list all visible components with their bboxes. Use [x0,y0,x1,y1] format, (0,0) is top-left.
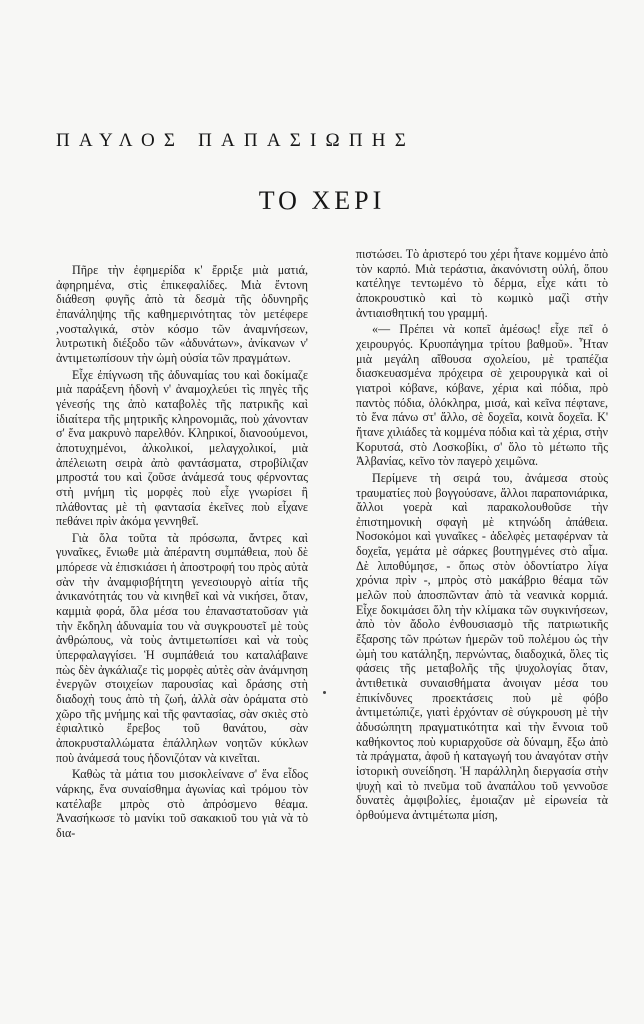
right-column [356,247,608,997]
paragraph: Γιὰ ὅλα τοῦτα τὰ πρόσωπα, ἄντρες καὶ γυναῖκες, ἔνιωθε μιὰ ἀπέραντη συμπάθεια, ποὺ δὲ μπόρεσε νὰ ἐπισκιάσει ἡ ἀποστροφή του πρὸς αὐτὰ σὰν τὴν ἀναμφισβήτητη γενεσιουργὸ αἰτία τῆς ἀνικανότητάς του νὰ κινηθεῖ καὶ νὰ νικήσει, ὅταν, καμμιὰ φορά, ὅλα μέσα του ἐπαναστατοῦσαν γιὰ τὴν ἔκδηλη ἀδυναμία του νὰ συγκρουστεῖ μὲ τοὺς ἀνθρώπους, νὰ τοὺς ἀντιμετωπίσει καὶ νὰ τοὺς ὑπερφαλαγγίσει. Ἡ συμπάθειά του καταλάβαινε πὼς δὲν ἀγκάλιαζε τὶς μορφὲς αὐτὲς σὰν ἀνάμνηση ἐνεργῶν στοιχείων παρουσίας καὶ δράσης στὴ διαδοχὴ τους ἀπὸ τὴ ζωή, ἀλλὰ σὰν ὁράματα στὸ χῶρο τῆς μνήμης καὶ τῆς φαντασίας, σὰν σκιὲς στὸ ἐφιαλτικὸ ἔρεβος τοῦ θανάτου, σὰν ἀποκρυσταλλώματα ἐπάλληλων νοητῶν κύκλων ποὺ ἀνάμεσά τους ἡδονιζόταν νὰ κινεῖται. [56,530,308,765]
left-column [56,263,308,1013]
paragraph: πιστώσει. Τὸ ἀριστερό του χέρι ἦτανε κομμένο ἀπὸ τὸν καρπό. Μιὰ τεράστια, ἀκανόνιστη οὐλή, ὅπου κατέληγε τεντωμένο τὸ δέρμα, εἶχε κάτι τὸ ἀποκρουστικὸ καὶ τὸ κωμικὸ μαζὶ στὴν ἀντιαισθητική του γραμμή. [356,247,608,320]
author-name: ΠΑΥΛΟΣ ΠΑΠΑΣΙΩΠΗΣ [56,130,415,151]
ink-speck [323,691,326,694]
paragraph: Εἶχε ἐπίγνωση τῆς ἀδυναμίας του καὶ δοκίμαζε μιὰ παράξενη ἡδονὴ ν' ἀναμοχλεύει τὶς πηγὲς τῆς γένεσής της ἀπὸ καταβολὲς τῆς πατρικῆς καὶ ἰδιαίτερα τῆς μητρικῆς κληρονομιᾶς, ποὺ χάνονταν σ' ἕνα μακρυνὸ παρελθόν. Κληρικοί, διανοούμενοι, ἀποτυχημένοι, ἀλκολικοί, μελαγχολικοί, μιὰ ἀπέλειωτη σειρὰ ἀπὸ φαντάσματα, στροβίλιζαν μπροστά του καὶ ζοῦσε ἀνάμεσά τους φέρνοντας στὴ μνήμη τὶς μορφὲς ποὺ εἶχε γνωρίσει ἢ πλάθοντας μὲ τὴ φαντασία ἐκεῖνες ποὺ εἶχανε πεθάνει πρὶν ἀκόμα γεννηθεῖ. [56,367,308,529]
paragraph: Καθὼς τὰ μάτια του μισοκλείνανε σ' ἕνα εἶδος νάρκης, ἕνα συναίσθημα ἀγωνίας καὶ τρόμου τὸν κατέλαβε μπρὸς στὸ ἀπρόσμενο θέαμα. Ἀνασήκωσε τὸ μανίκι τοῦ σακακιοῦ του γιὰ νὰ τὸ δια- [56,767,308,840]
paragraph: «— Πρέπει νὰ κοπεῖ ἀμέσως! εἶχε πεῖ ὁ χειρουργός. Κρυοπάγημα τρίτου βαθμοῦ». Ἦταν μιὰ μεγάλη αἴθουσα σχολείου, μὲ τραπέζια διασκευασμένα πρόχειρα σὲ χειρουργικὰ καὶ οἱ γιατροὶ κόβανε, κόβανε, χέρια καὶ πόδια, πρὸ παντὸς πόδια, ὁλόκληρα, μισά, καὶ κεῖνα πέφτανε, τὸ ἕνα πάνω στ' ἄλλο, σὲ δοχεῖα, κοινὰ δοχεῖα. Κ' ἤτανε χιλιάδες τὰ κομμένα πόδια καὶ τὰ χέρια, στὴν Κορυτσά, στὸ Λοσκοβίκι, σ' ὅλο τὸ μέτωπο τῆς Ἀλβανίας, κεῖνο τὸν παγερὸ χειμῶνα. [356,322,608,469]
paragraph: Περίμενε τὴ σειρά του, ἀνάμεσα στοὺς τραυματίες ποὺ βογγούσανε, ἄλλοι παραπονιάρικα, ἄλλοι γοερὰ καὶ παρακολουθοῦσε τὴν ἐπιστημονικὴ σφαγὴ μὲ κτηνώδη ἀπάθεια. Νοσοκόμοι καὶ γυναῖκες - ἀδελφὲς μεταφέρναν τὰ δοχεῖα, γεμάτα μὲ σάρκες βουτηγμένες στὸ αἷμα. Δὲ λιποθύμησε, - ὅπως στὸν ὀδοντίατρο λίγα χρόνια πρὶν -, μπρὸς στὸ μακάβριο θέαμα τῶν μελῶν ποὺ ἀποσπῶνταν ἀπὸ τὰ νεανικὰ κορμιά. Εἶχε δοκιμάσει ὅλη τὴν κλίμακα τῶν συγκινήσεων, ἀπὸ τὸν ἄδολο ἐνθουσιασμὸ τῆς πατριωτικῆς ἔξαρσης τῶν πρώτων ἡμερῶν τοῦ πολέμου ὡς τὴν ὠμὴ του κατάληξη, περνώντας, διαδοχικά, ὅλες τὶς φάσεις τῆς μεταβολῆς τῆς ψυχολογίας ὅταν, ἀντιθετικὰ συναισθήματα ἀνοιγαν μέσα του ἐπικίνδυνες προεκτάσεις ποὺ μὲ φόβο ἀντιμετώπιζε, γιατὶ ἐρχόνταν σὲ σύγκρουση μὲ τὴν ἀδυσώπητη πραγματικότητα καὶ τὴν ἔννοια τοῦ καθήκοντος ποὺ κυριαρχοῦσε σὰ δύναμη, ἔξω ἀπὸ τὰ πράγματα, ἀφοῦ ἡ καταγωγή του ἀναγόταν στὴν ἱστορικὴ συνείδηση. Ἡ παράλληλη διεργασία στὴν ψυχὴ καὶ τὸ πνεῦμα τοῦ ἀναπάλου τοῦ γεννοῦσε δυνατὲς ἀμφιβολίες, ἐμοιαζαν μὲ εἰρωνεία τὰ ὀρθούμενα ἀντιμέτωπα μίση, [356,470,608,822]
paragraph: Πῆρε τὴν ἐφημερίδα κ' ἔρριξε μιὰ ματιά, ἀφηρημένα, στὶς ἐπικεφαλίδες. Μιὰ ἔντονη διάθεση φυγῆς ἀπὸ τὰ δεσμὰ τῆς ὀδυνηρῆς ἐπανάληψης τῆς καθημερινότητας τὸν μετέφερε ,νοσταλγικά, στὸν κόσμο τῶν ἀναμνήσεων, λυτρωτικὴ διέξοδο τῶν «ἀδυνάτων», ἀνίκανων ν' ἀντιμετωπίσουν τὴν ὠμὴ οὐσία τῶν πραγμάτων. [56,263,308,365]
story-title: ΤΟ ΧΕΡΙ [258,186,386,215]
